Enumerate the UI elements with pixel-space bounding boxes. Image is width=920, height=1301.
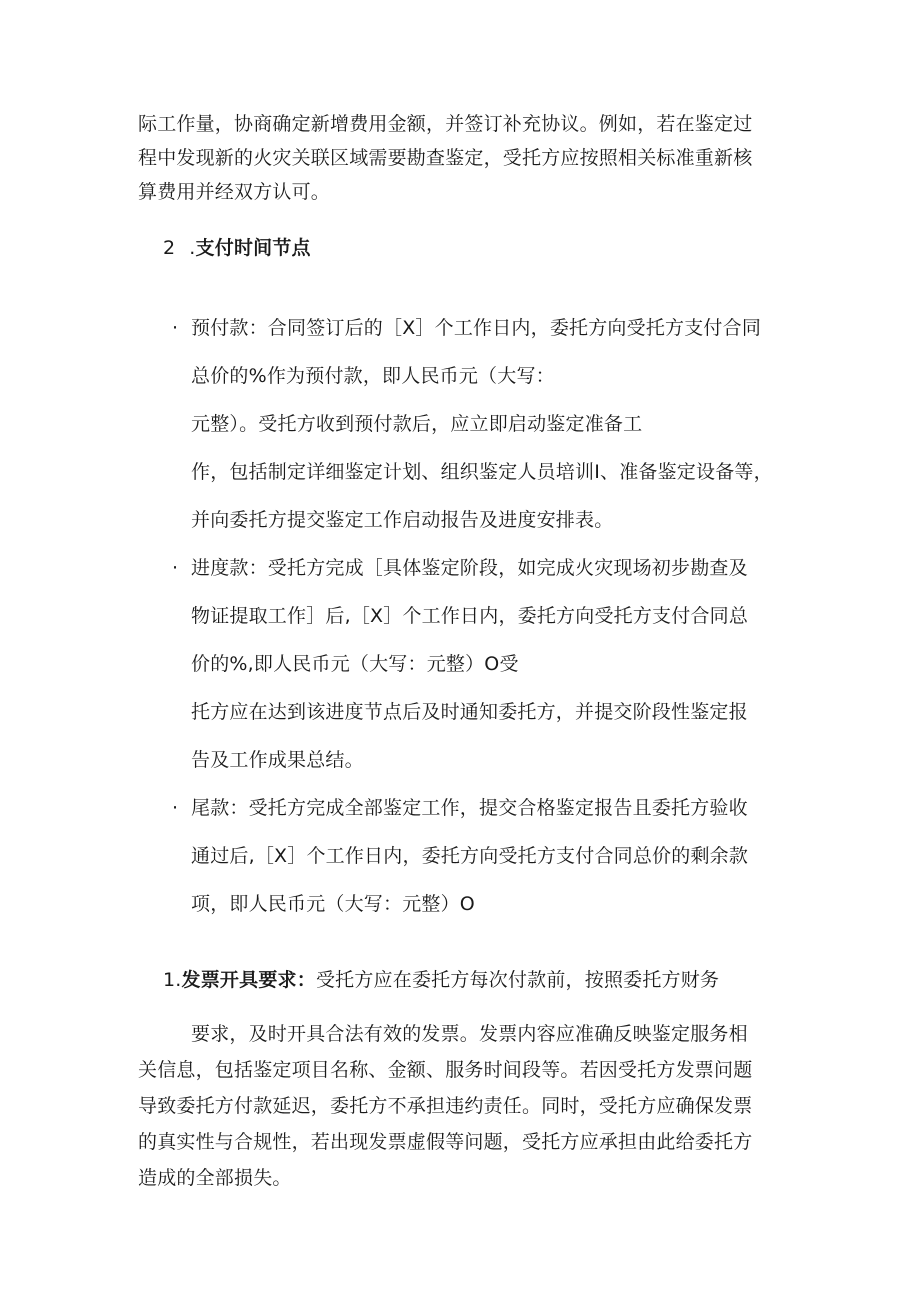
invoice-line-5: 的真实性与合规性，若出现发票虚假等问题，受托方应承担由此给委托方 [138,1131,753,1153]
progress-line-1: 进度款：受托方完成［具体鉴定阶段，如完成火灾现场初步勘查及 [191,557,748,579]
bullet-prepayment: · [172,317,179,339]
invoice-heading-line [163,968,719,992]
intro-line-1: 际工作量，协商确定新增费用金额，并签订补充协议。例如，若在鉴定过 [138,113,753,135]
prepayment-line-5: 并向委托方提交鉴定工作启动报告及进度安排表。 [191,509,614,531]
section-2-title: 支付时间节点 [195,237,311,259]
section-2-heading [163,236,311,260]
final-line-3: 项，即人民币元（大写：元整）O [191,893,475,915]
invoice-line-6: 造成的全部损失。 [138,1167,292,1189]
prepayment-line-1: 预付款：合同签订后的［X］个工作日内，委托方向受托方支付合同 [191,317,762,339]
progress-line-5: 告及工作成果总结。 [191,749,364,771]
progress-line-3: 价的%,即人民币元（大写：元整）O受 [191,653,519,675]
progress-line-4: 托方应在达到该进度节点后及时通知委托方，并提交阶段性鉴定报 [191,701,748,723]
progress-line-2: 物证提取工作］后,［X］个工作日内，委托方向受托方支付合同总 [191,605,749,627]
final-line-2: 通过后,［X］个工作日内，委托方向受托方支付合同总价的剩余款 [191,845,749,867]
prepayment-line-3: 元整）。受托方收到预付款后，应立即启动鉴定准备工 [191,413,643,435]
invoice-number: 1. [163,969,182,991]
intro-line-2: 程中发现新的火灾关联区域需要勘查鉴定，受托方应按照相关标准重新核 [138,147,753,169]
section-2-dot: . [189,237,196,259]
prepayment-line-4: 作，包括制定详细鉴定计划、组织鉴定人员培训I、准备鉴定设备等， [191,461,773,483]
invoice-title: 发票开具要求： [181,969,316,991]
prepayment-line-2: 总价的%作为预付款，即人民币元（大写： [191,365,555,387]
invoice-first-line-rest: 受托方应在委托方每次付款前，按照委托方财务 [315,969,720,991]
final-line-1: 尾款：受托方完成全部鉴定工作，提交合格鉴定报告且委托方验收 [191,797,748,819]
bullet-final: · [172,797,179,819]
invoice-line-4: 导致委托方付款延迟，委托方不承担违约责任。同时，受托方应确保发票 [138,1095,753,1117]
intro-line-3: 算费用并经双方认可。 [138,181,331,203]
invoice-line-3: 关信息，包括鉴定项目名称、金额、服务时间段等。若因受托方发票问题 [138,1059,753,1081]
bullet-progress: · [172,557,179,579]
invoice-line-2: 要求，及时开具合法有效的发票。发票内容应准确反映鉴定服务相 [191,1023,748,1045]
section-2-number: 2 [163,237,176,259]
